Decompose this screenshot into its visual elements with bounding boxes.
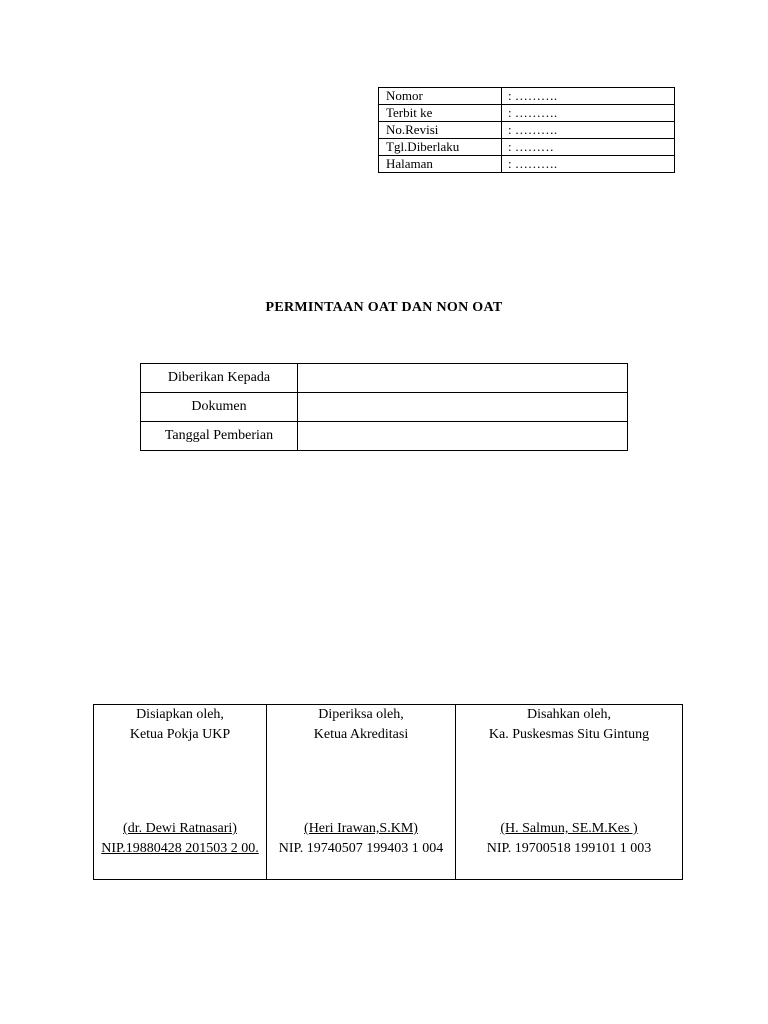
signature-footer [456,819,682,859]
signature-action: Diperiksa oleh, [318,707,404,722]
doc-info-label: Tgl.Diberlaku [379,139,502,156]
signature-action: Disahkan oleh, [527,707,611,722]
signatory-nip: NIP. 19740507 199403 1 004 [278,841,444,856]
signature-table [93,704,683,880]
distribution-row [141,364,628,393]
doc-info-row-revisi [379,122,675,139]
document-info-table [378,87,675,173]
doc-info-value: : ……… [502,139,675,156]
signature-cell-approved [456,705,683,880]
signature-row [94,705,683,880]
signature-cell-checked [267,705,456,880]
signature-footer [267,819,455,859]
signature-footer [94,819,266,859]
doc-info-label: Nomor [379,88,502,105]
distribution-label: Diberikan Kepada [141,364,298,393]
distribution-value [298,364,628,393]
document-title: PERMINTAAN OAT DAN NON OAT [265,300,503,315]
doc-info-row-nomor [379,88,675,105]
doc-info-label: Terbit ke [379,105,502,122]
doc-info-label: No.Revisi [379,122,502,139]
distribution-row [141,393,628,422]
doc-info-row-halaman [379,156,675,173]
doc-info-value: : ………. [502,88,675,105]
doc-info-value: : ………. [502,156,675,173]
signature-action: Disiapkan oleh, [136,707,224,722]
signature-role: Ketua Akreditasi [313,727,409,742]
doc-info-value: : ………. [502,122,675,139]
signature-cell-prepared [94,705,267,880]
distribution-table [140,363,628,451]
signatory-name: (dr. Dewi Ratnasari) [123,821,237,836]
signatory-nip: NIP.19880428 201503 2 00. [101,841,259,856]
signatory-nip: NIP. 19700518 199101 1 003 [486,841,652,856]
doc-info-label: Halaman [379,156,502,173]
doc-info-row-tgl [379,139,675,156]
signatory-name: (H. Salmun, SE.M.Kes ) [500,821,638,836]
distribution-value [298,393,628,422]
distribution-value [298,422,628,451]
distribution-label: Dokumen [141,393,298,422]
signatory-name: (Heri Irawan,S.KM) [304,821,418,836]
doc-info-value: : ………. [502,105,675,122]
signature-role: Ka. Puskesmas Situ Gintung [488,727,650,742]
doc-info-row-terbit [379,105,675,122]
distribution-label: Tanggal Pemberian [141,422,298,451]
signature-role: Ketua Pokja UKP [129,727,231,742]
distribution-row [141,422,628,451]
